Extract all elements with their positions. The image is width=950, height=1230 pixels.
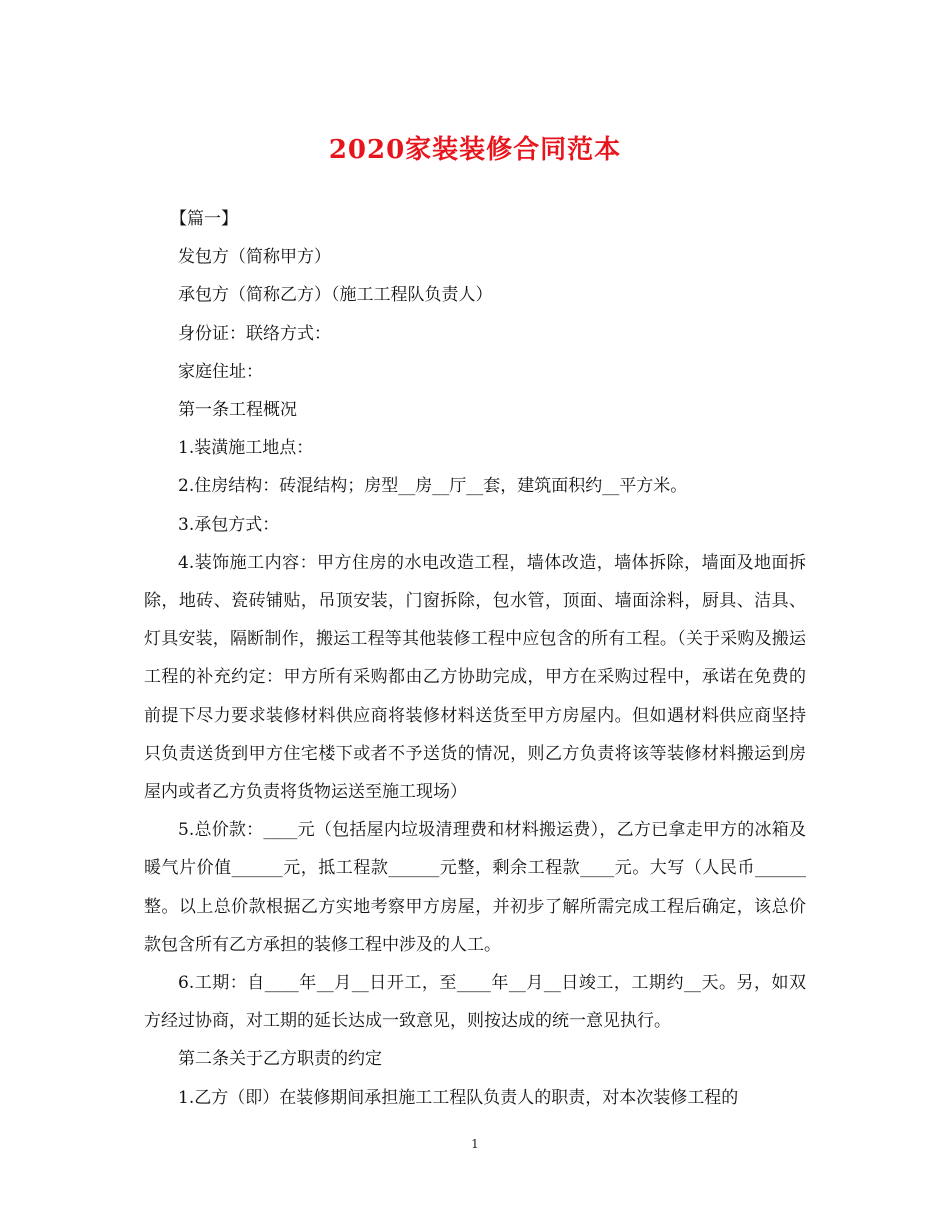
article-heading: 第一条工程概况 xyxy=(178,400,297,421)
page-number: 1 xyxy=(471,1137,479,1151)
clause-paragraph: 2.住房结构：砖混结构；房型__房__厅__套，建筑面积约__平方米。 xyxy=(178,476,688,497)
clause-paragraph: 4.装饰施工内容：甲方住房的水电改造工程，墙体改造，墙体拆除，墙面及地面拆除，地砖、瓷砖铺贴，吊顶安装，门窗拆除，包水管，顶面、墙面涂料，厨具、洁具、灯具安装，隔断制作，搬运工程等其他装修工程中应包含的所有工程。（关于采购及搬运工程的补充约定：甲方所有采购都由乙方协助完成，甲方在采购过程中，承诺在免费的前提下尽力要求装修材料供应商将装修材料送货至甲方房屋内。但如遇材料供应商坚持只负责送货到甲方住宅楼下或者不予送货的情况，则乙方负责将该等装修材料搬运到房屋内或者乙方负责将货物运送至施工现场） xyxy=(144,552,806,803)
party-b-line: 承包方（简称乙方）（施工工程队负责人） xyxy=(178,285,493,306)
document-title: 2020家装装修合同范本 xyxy=(328,135,622,165)
clause-paragraph: 5.总价款：____元（包括屋内垃圾清理费和材料搬运费），乙方已拿走甲方的冰箱及暖气片价值______元，抵工程款______元整，剩余工程款____元。大写（人民币______整。以上总价款根据乙方实地考察甲方房屋，并初步了解所需完成工程后确定，该总价款包含所有乙方承担的装修工程中涉及的人工。 xyxy=(144,820,806,955)
clause-paragraph: 6.工期：自____年__月__日开工，至____年__月__日竣工，工期约__天。另，如双方经过协商，对工期的延长达成一致意见，则按达成的统一意见执行。 xyxy=(144,973,806,1032)
address-line: 家庭住址： xyxy=(178,361,263,382)
id-contact-line: 身份证：联络方式： xyxy=(178,323,331,344)
clause-paragraph: 1.装潢施工地点： xyxy=(178,438,314,459)
article-heading: 第二条关于乙方职责的约定 xyxy=(178,1049,382,1070)
party-a-line: 发包方（简称甲方） xyxy=(178,247,331,268)
document-body xyxy=(144,200,806,1117)
section-heading: 【篇一】 xyxy=(170,209,238,229)
clause-paragraph: 3.承包方式： xyxy=(178,514,280,535)
clause-paragraph: 1.乙方（即）在装修期间承担施工工程队负责人的职责，对本次装修工程的 xyxy=(178,1087,739,1108)
